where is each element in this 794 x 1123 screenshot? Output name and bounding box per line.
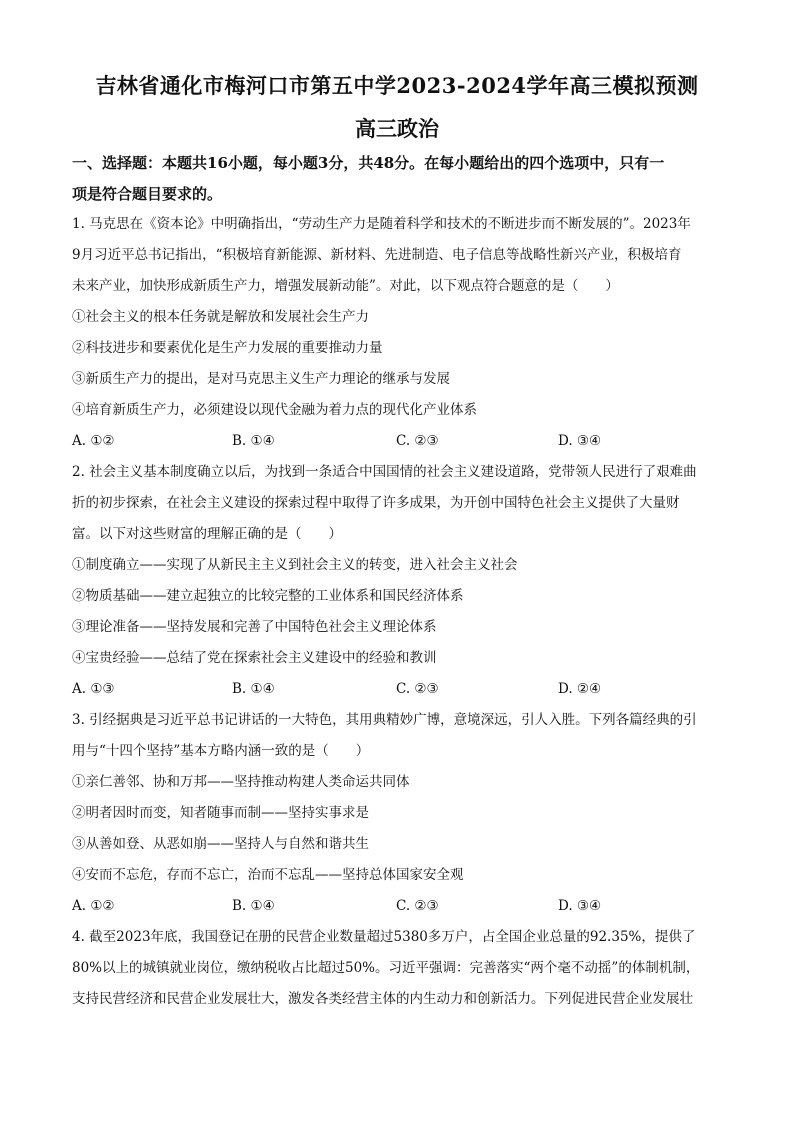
option-b: B. ①④: [232, 433, 275, 449]
page-title: 吉林省通化市梅河口市第五中学2023-2024学年高三模拟预测: [95, 73, 699, 98]
option-b: B. ①④: [232, 898, 275, 914]
question-item: ③新质生产力的提出，是对马克思主义生产力理论的继承与发展: [72, 371, 450, 387]
option-d: D. ②④: [558, 681, 602, 697]
question-stem-line: 3. 引经据典是习近平总书记讲话的一大特色，其用典精妙广博，意境深远，引人入胜。下列各篇经典的引: [72, 712, 697, 728]
question-stem-line: 折的初步探索，在社会主义建设的探索过程中取得了许多成果，为开创中国特色社会主义提供了大量财: [72, 495, 680, 511]
question-stem-line: 4. 截至2023年底，我国登记在册的民营企业数量超过5380多万户，占全国企业总量的92.35%，提供了: [72, 929, 696, 945]
section-heading-line: 项是符合题目要求的。: [72, 185, 223, 203]
question-stem-line: 2. 社会主义基本制度确立以后，为找到一条适合中国国情的社会主义建设道路，党带领人民进行了艰难曲: [72, 464, 697, 480]
question-4: [72, 922, 722, 1015]
question-item: ④宝贵经验——总结了党在探索社会主义建设中的经验和教训: [72, 650, 437, 666]
question-stem-line: 支持民营经济和民营企业发展壮大，激发各类经营主体的内生动力和创新活力。下列促进民营企业发展壮: [72, 991, 693, 1007]
question-item: ①制度确立——实现了从新民主主义到社会主义的转变，进入社会主义社会: [72, 557, 518, 573]
answer-options: [72, 674, 722, 705]
question-stem-line: 1. 马克思在《资本论》中明确指出，“劳动生产力是随着科学和技术的不断进步而不断发展的”。2023年: [72, 216, 691, 232]
question-item: ③从善如登、从恶如崩——坚持人与自然和谐共生: [72, 836, 369, 852]
question-item: ②明者因时而变，知者随事而制——坚持实事求是: [72, 805, 369, 821]
section-heading-line: 一、选择题：本题共16小题，每小题3分，共48分。在每小题给出的四个选项中，只有一: [72, 154, 665, 172]
question-item: ①亲仁善邻、协和万邦——坚持推动构建人类命运共同体: [72, 774, 410, 790]
option-a: A. ①③: [72, 681, 115, 697]
question-stem-line: 80%以上的城镇就业岗位，缴纳税收占比超过50%。习近平强调：完善落实“两个毫不动摇”的体制机制，: [72, 960, 700, 976]
question-item: ③理论准备——坚持发展和完善了中国特色社会主义理论体系: [72, 619, 437, 635]
option-d: D. ③④: [558, 898, 602, 914]
question-stem-line: 未来产业，加快形成新质生产力，增强发展新动能”。对此，以下观点符合题意的是（ ）: [72, 278, 619, 294]
option-c: C. ②③: [396, 433, 439, 449]
question-stem-line: 富。以下对这些财富的理解正确的是（ ）: [72, 526, 342, 542]
question-stem-line: 9月习近平总书记指出，“积极培育新能源、新材料、先进制造、电子信息等战略性新兴产业，积极培育: [72, 247, 682, 263]
option-a: A. ①②: [72, 898, 115, 914]
question-item: ④安而不忘危，存而不忘亡，治而不忘乱——坚持总体国家安全观: [72, 867, 464, 883]
question-2: [72, 457, 722, 705]
option-d: D. ③④: [558, 433, 602, 449]
question-3: [72, 705, 722, 922]
question-item: ②科技进步和要素优化是生产力发展的重要推动力量: [72, 340, 383, 356]
option-c: C. ②③: [396, 898, 439, 914]
question-1: [72, 209, 722, 457]
option-c: C. ②③: [396, 681, 439, 697]
question-item: ②物质基础——建立起独立的比较完整的工业体系和国民经济体系: [72, 588, 464, 604]
answer-options: [72, 426, 722, 457]
question-stem-line: 用与“十四个坚持”基本方略内涵一致的是（ ）: [72, 743, 370, 759]
page-subtitle: 高三政治: [355, 116, 439, 141]
section-heading: [72, 148, 722, 210]
question-item: ④培育新质生产力，必须建设以现代金融为着力点的现代化产业体系: [72, 402, 477, 418]
question-item: ①社会主义的根本任务就是解放和发展社会生产力: [72, 309, 369, 325]
answer-options: [72, 891, 722, 922]
option-b: B. ①④: [232, 681, 275, 697]
question-list: [72, 209, 722, 1015]
option-a: A. ①②: [72, 433, 115, 449]
